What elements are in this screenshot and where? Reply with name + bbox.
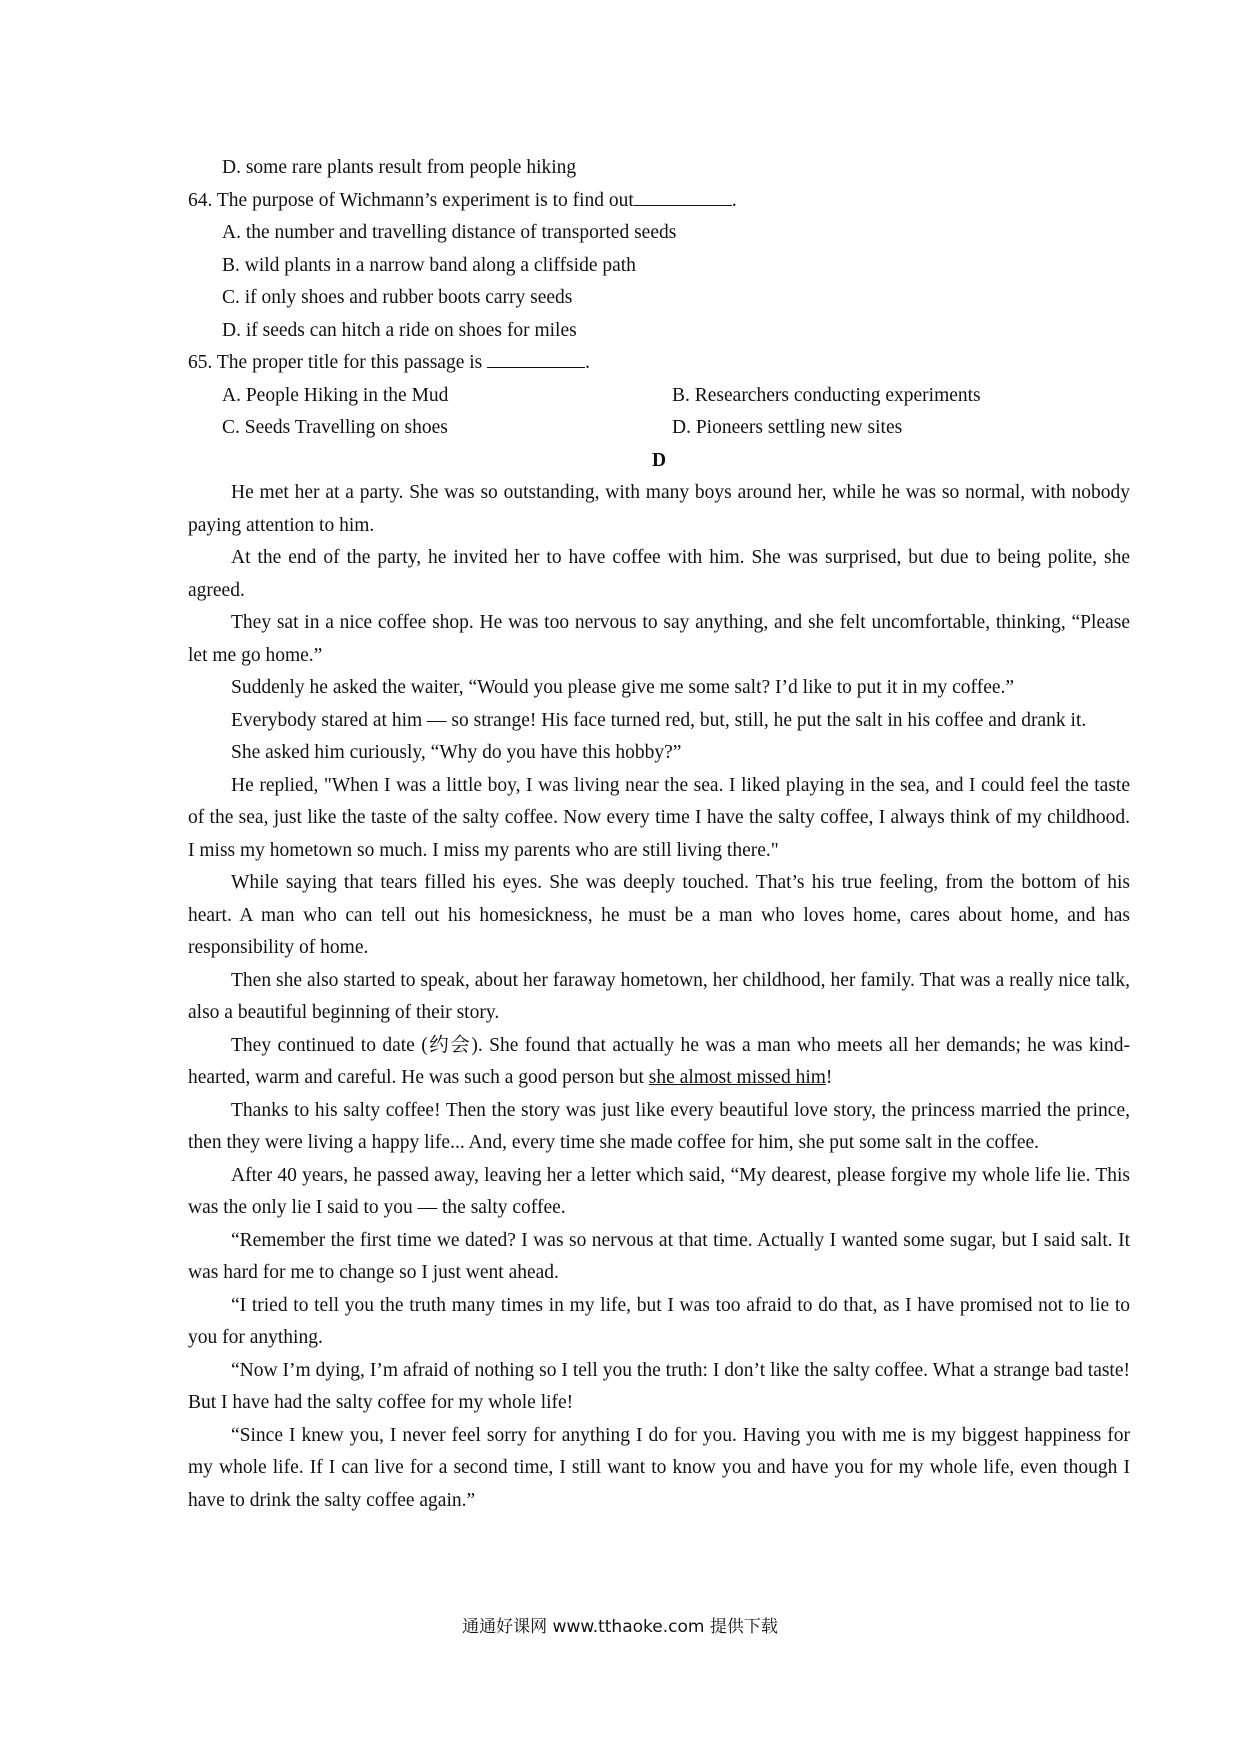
q65-stem-end: . — [585, 352, 590, 373]
passage-paragraph-6: She asked him curiously, “Why do you have this hobby?” — [231, 742, 682, 763]
exam-page — [188, 152, 1130, 1517]
passage-paragraph-14: “I tried to tell you the truth many times in my life, but I was too afraid to do that, as I have promised not to lie to you for anything. — [188, 1294, 1130, 1348]
q64-option-c: C. if only shoes and rubber boots carry seeds — [222, 287, 573, 308]
passage-paragraph-7: He replied, "When I was a little boy, I was living near the sea. I liked playing in the sea, and I could feel the taste of the sea, just like the taste of the salty coffee. Now every time I have the salty coffee, I always think of my childhood. I miss my hometown so much. I miss my parents who are still living there." — [188, 774, 1130, 861]
q64-answer-blank — [634, 185, 732, 206]
q65-options-row-2 — [188, 412, 1130, 445]
q64-option-d: D. if seeds can hitch a ride on shoes for miles — [222, 319, 577, 341]
passage-paragraph-2: At the end of the party, he invited her to have coffee with him. She was surprised, but due to being polite, she agreed. — [188, 547, 1130, 601]
paragraph-10-text: They continued to date (约会). She found that actually he was a man who meets all her demands; he was kind-hearted, warm and careful. He was such a good person but — [188, 1034, 1130, 1088]
q65-answer-blank — [487, 347, 585, 368]
passage-paragraph-15: “Now I’m dying, I’m afraid of nothing so I tell you the truth: I don’t like the salty coffee. What a strange bad taste! But I have had the salty coffee for my whole life! — [188, 1359, 1130, 1413]
passage-paragraph-5: Everybody stared at him — so strange! His face turned red, but, still, he put the salt in his coffee and drank it. — [231, 709, 1087, 731]
passage-paragraph-3: They sat in a nice coffee shop. He was too nervous to say anything, and she felt uncomfortable, thinking, “Please let me go home.” — [188, 612, 1130, 666]
q65-stem-text: 65. The proper title for this passage is — [188, 352, 488, 373]
q65-option-d: D. Pioneers settling new sites — [672, 417, 903, 438]
passage-paragraph-10 — [188, 1030, 1130, 1095]
q64-stem — [188, 185, 1130, 218]
passage-paragraph-8: While saying that tears filled his eyes. She was deeply touched. That’s his true feeling, from the bottom of his heart. A man who can tell out his homesickness, he must be a man who loves home, cares about home, and has responsibility of home. — [188, 872, 1130, 958]
q64-stem-text: 64. The purpose of Wichmann’s experiment is to find out — [188, 189, 634, 211]
underlined-phrase: she almost missed him — [648, 1067, 826, 1088]
passage-paragraph-9: Then she also started to speak, about her faraway hometown, her childhood, her family. That was a really nice talk, also a beautiful beginning of their story. — [188, 969, 1130, 1023]
passage-paragraph-1: He met her at a party. She was so outstanding, with many boys around her, while he was so normal, with nobody paying attention to him. — [188, 482, 1130, 536]
passage-paragraph-13: “Remember the first time we dated? I was so nervous at that time. Actually I wanted some sugar, but I said salt. It was hard for me to change so I just went ahead. — [188, 1229, 1130, 1283]
paragraph-10-end: ! — [825, 1067, 833, 1088]
q64-option-a: A. the number and travelling distance of transported seeds — [222, 222, 677, 243]
section-heading: D — [651, 449, 667, 471]
passage-paragraph-16: “Since I knew you, I never feel sorry for anything I do for you. Having you with me is my biggest happiness for my whole life. If I can live for a second time, I still want to know you and have you for my whole life, even though I have to drink the salty coffee again.” — [188, 1424, 1130, 1511]
q65-option-b: B. Researchers conducting experiments — [672, 384, 981, 406]
passage-paragraph-12: After 40 years, he passed away, leaving her a letter which said, “My dearest, please forgive my whole life lie. This was the only lie I said to you — the salty coffee. — [188, 1164, 1130, 1218]
passage-paragraph-4: Suddenly he asked the waiter, “Would you please give me some salt? I’d like to put it in my coffee.” — [231, 677, 1015, 698]
q64-stem-end: . — [731, 189, 737, 211]
q65-stem — [188, 347, 1130, 380]
q65-option-c: C. Seeds Travelling on shoes — [222, 417, 448, 438]
page-footer: 通通好课网 www.tthaoke.com 提供下载 — [462, 1617, 778, 1637]
q64-option-b: B. wild plants in a narrow band along a cliffside path — [222, 254, 636, 276]
q65-option-a: A. People Hiking in the Mud — [222, 384, 449, 406]
q65-options-row-1 — [188, 380, 1130, 413]
passage-paragraph-11: Thanks to his salty coffee! Then the story was just like every beautiful love story, the princess married the prince, then they were living a happy life... And, every time she made coffee for him, she put some salt in the coffee. — [188, 1099, 1130, 1153]
q63-option-d: D. some rare plants result from people hiking — [222, 157, 577, 178]
